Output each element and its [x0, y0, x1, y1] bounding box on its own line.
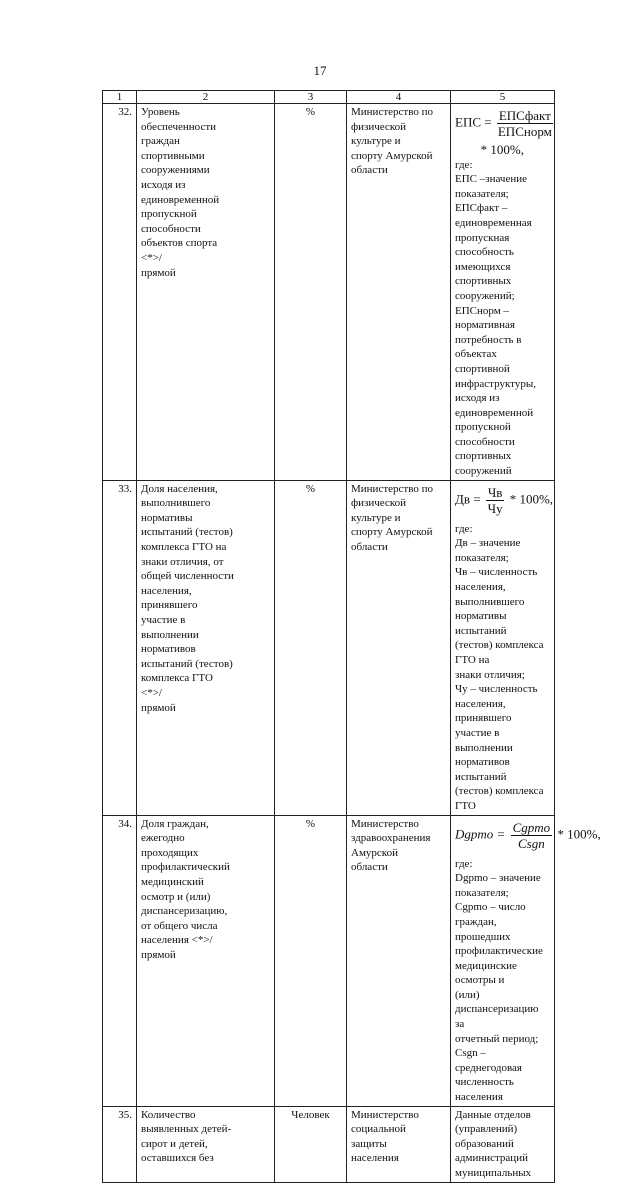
text-line: ЕПС –значение показателя; [455, 173, 527, 200]
formula-tail: * 100%, [554, 826, 601, 842]
responsible-ministry [347, 815, 451, 1106]
text-line: где: [455, 522, 473, 535]
header-cell-4: 4 [347, 91, 451, 104]
text-line: культуре и [351, 511, 401, 524]
text-line: Доля населения, [141, 482, 218, 495]
text-line: профилактические [455, 945, 543, 958]
text-line: Dgpmo – значение [455, 872, 541, 885]
row-number: 32. [103, 104, 137, 481]
formula-denominator: Чу [487, 500, 503, 516]
text-line: участие в выполнении [455, 726, 513, 754]
text-line: области [351, 861, 388, 874]
text-line: комплекса ГТО на [141, 541, 227, 554]
text-line: обеспеченности [141, 120, 217, 133]
text-line: принявшего [141, 599, 198, 612]
text-line: населения, [141, 584, 192, 597]
text-line: (тестов) комплекса ГТО [455, 785, 544, 812]
text-line: спорту Амурской [351, 526, 433, 539]
text-line: проходящих [141, 846, 199, 859]
indicator-name [137, 104, 275, 481]
text-line: защиты [351, 1137, 387, 1150]
responsible-ministry [347, 1106, 451, 1182]
text-line: спорту Амурской [351, 149, 433, 162]
text-line: осмотр и (или) [141, 890, 211, 903]
text-line: Министерство [351, 1108, 419, 1121]
calculation-method [451, 815, 601, 1106]
text-line: населения, выполнившего [455, 581, 525, 608]
header-cell-1: 1 [103, 91, 137, 104]
formula [455, 484, 554, 516]
text-line: исходя из [141, 178, 186, 191]
text-line: единовременной [455, 406, 534, 419]
text-line: социальной [351, 1123, 406, 1136]
text-line: прямой [141, 948, 176, 961]
text-line: медицинский [141, 875, 204, 888]
text-line: прямой [141, 701, 176, 714]
unit: % [275, 104, 347, 481]
unit: % [275, 815, 347, 1106]
row-number: 33. [103, 480, 137, 815]
text-line: Csgn – среднегодовая [455, 1047, 522, 1074]
responsible-ministry [347, 480, 451, 815]
formula-denominator: ЕПСнорм [497, 124, 552, 139]
text-line: способности [141, 222, 201, 235]
text-line: области [351, 541, 388, 554]
text-line: сооружениями [141, 164, 210, 177]
formula-numerator: Чв [487, 484, 503, 500]
formula-tail: * 100%, [506, 491, 554, 507]
text-line: спортивными [141, 149, 205, 162]
row-number: 35. [103, 1106, 137, 1182]
text-line: области [351, 164, 388, 177]
formula-lhs: Дв = [455, 491, 484, 507]
text-line: испытаний (тестов) [141, 657, 233, 670]
row-number: 34. [103, 815, 137, 1106]
calculation-method [451, 104, 555, 481]
text-line: прямой [141, 266, 176, 279]
text-line: единовременной [141, 193, 220, 206]
formula-fraction [511, 820, 553, 851]
text-line: Дв – значение показателя; [455, 537, 521, 564]
text-line: <*>/ [141, 686, 162, 699]
text-line: прошедших [455, 930, 511, 943]
text-line: ежегодно [141, 832, 185, 845]
header-cell-3: 3 [275, 91, 347, 104]
text-line: (или) диспансеризацию за [455, 988, 539, 1031]
formula [455, 819, 601, 851]
text-line: физической [351, 120, 406, 133]
indicator-name [137, 480, 275, 815]
text-line: выполнившего [141, 497, 211, 510]
text-line: выявленных детей- [141, 1123, 232, 1136]
formula-fraction [497, 108, 553, 139]
text-line: физической [351, 497, 406, 510]
table-row [103, 1106, 555, 1182]
text-line: ЕПСфакт – единовременная [455, 202, 532, 229]
text-line: спортивной [455, 362, 510, 375]
text-line: общей численности [141, 570, 234, 583]
formula-lhs: ЕПС = [455, 114, 495, 130]
text-line: культуре и [351, 135, 401, 148]
text-line: Чв – численность [455, 566, 538, 579]
text-line: Данные отделов [455, 1108, 531, 1121]
indicators-table [102, 90, 601, 1183]
text-line: населения <*>/ [141, 934, 213, 947]
text-line: знаки отличия; [455, 668, 525, 681]
responsible-ministry [347, 104, 451, 481]
text-line: спортивных сооружений [455, 450, 512, 478]
text-line: пропускная способность [455, 231, 514, 259]
text-line: нормативов испытаний [455, 756, 510, 783]
text-line: пропускной [141, 208, 197, 221]
calculation-method [451, 480, 555, 815]
text-line: Амурской [351, 846, 398, 859]
text-line: нормативы испытаний [455, 610, 507, 637]
text-line: муниципальных [455, 1167, 532, 1179]
formula-numerator: ЕПСфакт [498, 108, 551, 123]
text-line: диспансеризацию, [141, 905, 228, 918]
text-line: населения, принявшего [455, 697, 512, 725]
formula-fraction [486, 485, 505, 516]
text-line: (управлений) образований [455, 1123, 518, 1150]
text-line: численность населения [455, 1076, 514, 1104]
text-line: пропускной способности [455, 421, 515, 448]
formula-numerator: Cgpmo [512, 819, 551, 835]
text-line: объектов спорта [141, 237, 218, 250]
header-cell-2: 2 [137, 91, 275, 104]
text-line: от общего числа [141, 919, 218, 932]
text-line: Министерство [351, 817, 419, 830]
unit: % [275, 480, 347, 815]
text-line: сирот и детей, [141, 1137, 208, 1150]
text-line: испытаний (тестов) [141, 526, 233, 539]
formula-tail: * 100%, [480, 142, 524, 157]
text-line: Министерство по [351, 106, 433, 118]
text-line: нормативов [141, 643, 196, 656]
text-line: ЕПСнорм – нормативная [455, 304, 515, 332]
text-line: Уровень [141, 106, 180, 118]
text-line: (тестов) комплекса ГТО на [455, 639, 544, 666]
text-line: Чу – численность [455, 683, 538, 696]
header-row [103, 91, 555, 104]
header-cell-5: 5 [451, 91, 555, 104]
table-row [103, 815, 555, 1106]
indicator-name [137, 815, 275, 1106]
indicator-name [137, 1106, 275, 1182]
text-line: имеющихся спортивных [455, 260, 512, 288]
formula [455, 108, 550, 139]
text-line: здравоохранения [351, 832, 431, 845]
text-line: комплекса ГТО [141, 672, 213, 685]
text-line: профилактический [141, 861, 230, 874]
text-line: <*>/ [141, 251, 162, 264]
text-line: медицинские осмотры и [455, 959, 517, 987]
calculation-method [451, 1106, 555, 1182]
text-line: нормативы [141, 511, 193, 524]
text-line: выполнении [141, 628, 199, 641]
text-line: где: [455, 857, 473, 870]
page-number: 17 [313, 63, 327, 78]
table-row [103, 104, 555, 481]
formula-denominator: Csgn [517, 835, 545, 851]
table-row [103, 480, 555, 815]
text-line: Доля граждан, [141, 817, 209, 830]
text-line: Cgpmo – число граждан, [455, 901, 526, 928]
text-line: отчетный период; [455, 1032, 539, 1045]
text-line: участие в [141, 614, 186, 626]
text-line: где: [455, 158, 473, 171]
text-line: Министерство по [351, 482, 433, 495]
text-line: сооружений; [455, 289, 515, 302]
text-line: граждан [141, 135, 180, 148]
text-line: потребность в объектах [455, 333, 522, 361]
text-line: населения [351, 1152, 399, 1165]
text-line: администраций [455, 1152, 528, 1165]
unit: Человек [275, 1106, 347, 1182]
formula-lhs: Dgpmo = [455, 826, 509, 842]
text-line: Количество [141, 1108, 196, 1121]
text-line: знаки отличия, от [141, 555, 224, 568]
text-line: оставшихся без [141, 1152, 214, 1165]
text-line: показателя; [455, 886, 509, 899]
text-line: инфраструктуры, исходя из [455, 377, 536, 405]
